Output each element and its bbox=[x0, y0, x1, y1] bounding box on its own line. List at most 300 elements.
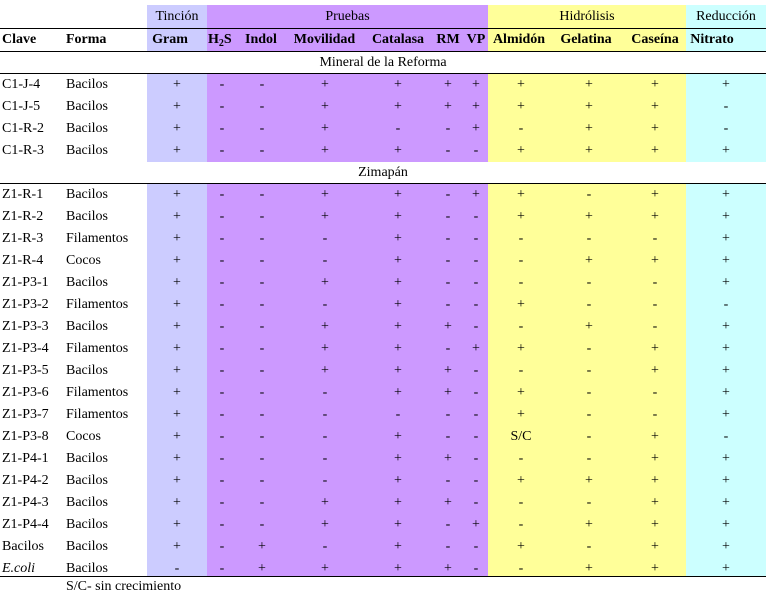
row-value: - bbox=[219, 187, 225, 202]
row-value: - bbox=[259, 121, 265, 136]
row-value: - bbox=[322, 473, 328, 488]
row-value: - bbox=[586, 539, 592, 554]
row-value: + bbox=[444, 495, 452, 510]
row-value: - bbox=[445, 143, 451, 158]
row-value: - bbox=[259, 495, 265, 510]
row-value: + bbox=[651, 517, 659, 532]
row-value: + bbox=[651, 143, 659, 158]
row-value: + bbox=[651, 187, 659, 202]
row-clave: C1-J-4 bbox=[2, 77, 41, 92]
row-clave: C1-R-2 bbox=[2, 121, 44, 136]
row-value: + bbox=[517, 297, 525, 312]
row-value: - bbox=[473, 231, 479, 246]
row-value: + bbox=[722, 231, 730, 246]
row-clave: Z1-R-2 bbox=[2, 209, 44, 224]
row-value: + bbox=[585, 99, 593, 114]
row-clave: Z1-P3-1 bbox=[2, 275, 49, 290]
row-value: + bbox=[321, 561, 329, 576]
row-value: - bbox=[473, 429, 479, 444]
row-value: - bbox=[445, 429, 451, 444]
row-value: - bbox=[445, 473, 451, 488]
row-value: - bbox=[518, 517, 524, 532]
row-value: + bbox=[722, 407, 730, 422]
row-forma: Cocos bbox=[66, 429, 101, 444]
group-header-reduccion: Reducción bbox=[696, 9, 756, 24]
row-value: + bbox=[394, 561, 402, 576]
row-forma: Bacilos bbox=[66, 187, 108, 202]
row-forma: Bacilos bbox=[66, 99, 108, 114]
row-clave: Z1-P3-2 bbox=[2, 297, 49, 312]
row-value: + bbox=[173, 187, 181, 202]
row-value: - bbox=[259, 385, 265, 400]
row-value: - bbox=[219, 539, 225, 554]
row-value: + bbox=[321, 209, 329, 224]
row-value: + bbox=[394, 297, 402, 312]
row-value: - bbox=[586, 495, 592, 510]
row-value: - bbox=[518, 363, 524, 378]
row-value: + bbox=[472, 121, 480, 136]
row-value: - bbox=[259, 297, 265, 312]
row-value: + bbox=[651, 77, 659, 92]
header-catalasa: Catalasa bbox=[371, 32, 425, 47]
row-value: - bbox=[473, 363, 479, 378]
row-forma: Bacilos bbox=[66, 363, 108, 378]
row-value: - bbox=[652, 319, 658, 334]
row-forma: Bacilos bbox=[66, 143, 108, 158]
row-value: + bbox=[472, 77, 480, 92]
header-clave: Clave bbox=[2, 32, 37, 47]
row-value: + bbox=[585, 143, 593, 158]
row-value: - bbox=[259, 77, 265, 92]
row-forma: Bacilos bbox=[66, 319, 108, 334]
row-value: + bbox=[722, 187, 730, 202]
row-value: - bbox=[259, 209, 265, 224]
row-value: + bbox=[585, 473, 593, 488]
header-gram: Gram bbox=[152, 32, 188, 47]
row-value: + bbox=[258, 561, 266, 576]
row-clave: Z1-P4-4 bbox=[2, 517, 49, 532]
row-value: + bbox=[321, 275, 329, 290]
row-value: - bbox=[322, 539, 328, 554]
section-title: Zimapán bbox=[358, 165, 408, 180]
group-header-hidrolisis: Hidrólisis bbox=[559, 9, 615, 24]
row-value: + bbox=[722, 319, 730, 334]
header-rm: RM bbox=[436, 32, 460, 47]
row-value: + bbox=[173, 231, 181, 246]
row-value: - bbox=[445, 407, 451, 422]
row-value: + bbox=[394, 539, 402, 554]
row-value: - bbox=[395, 121, 401, 136]
row-forma: Filamentos bbox=[66, 297, 129, 312]
row-value: + bbox=[517, 143, 525, 158]
row-value: - bbox=[473, 297, 479, 312]
row-value: - bbox=[473, 495, 479, 510]
row-value: - bbox=[259, 187, 265, 202]
row-clave: Z1-P4-2 bbox=[2, 473, 49, 488]
row-value: + bbox=[651, 209, 659, 224]
row-value: - bbox=[445, 275, 451, 290]
row-value: + bbox=[651, 363, 659, 378]
row-value: - bbox=[219, 363, 225, 378]
row-clave: Z1-R-3 bbox=[2, 231, 44, 246]
row-value: + bbox=[394, 253, 402, 268]
row-value: - bbox=[723, 99, 729, 114]
row-value: - bbox=[473, 143, 479, 158]
header-h2s bbox=[208, 29, 238, 51]
row-value: + bbox=[517, 407, 525, 422]
row-value: + bbox=[321, 319, 329, 334]
row-value: + bbox=[651, 341, 659, 356]
row-value: + bbox=[651, 473, 659, 488]
row-value: + bbox=[394, 517, 402, 532]
row-value: + bbox=[517, 341, 525, 356]
row-value: + bbox=[173, 363, 181, 378]
row-value: + bbox=[472, 341, 480, 356]
row-value: - bbox=[259, 253, 265, 268]
row-value: + bbox=[394, 209, 402, 224]
row-value: + bbox=[444, 77, 452, 92]
row-value: - bbox=[174, 561, 180, 576]
row-forma: Bacilos bbox=[66, 539, 108, 554]
row-value: - bbox=[445, 517, 451, 532]
row-value: - bbox=[473, 473, 479, 488]
row-value: + bbox=[394, 473, 402, 488]
row-value: - bbox=[518, 121, 524, 136]
row-value: - bbox=[473, 319, 479, 334]
row-value: + bbox=[394, 451, 402, 466]
row-value: - bbox=[586, 231, 592, 246]
row-value: - bbox=[445, 253, 451, 268]
row-value: - bbox=[219, 561, 225, 576]
row-value: + bbox=[472, 517, 480, 532]
group-header-tincion: Tinción bbox=[155, 9, 199, 24]
row-value: + bbox=[321, 363, 329, 378]
row-value: + bbox=[258, 539, 266, 554]
row-value: + bbox=[722, 77, 730, 92]
row-value: - bbox=[219, 297, 225, 312]
row-value: + bbox=[394, 275, 402, 290]
row-value: + bbox=[651, 561, 659, 576]
row-clave: Z1-P3-5 bbox=[2, 363, 49, 378]
row-value: - bbox=[219, 341, 225, 356]
row-value: - bbox=[473, 451, 479, 466]
row-value: + bbox=[173, 121, 181, 136]
row-value: + bbox=[517, 187, 525, 202]
row-value: S/C bbox=[510, 429, 532, 444]
row-value: - bbox=[219, 209, 225, 224]
row-value: + bbox=[173, 209, 181, 224]
row-forma: Bacilos bbox=[66, 495, 108, 510]
row-value: + bbox=[444, 363, 452, 378]
row-clave: Z1-P4-1 bbox=[2, 451, 49, 466]
row-value: + bbox=[173, 297, 181, 312]
row-value: - bbox=[518, 561, 524, 576]
row-value: - bbox=[219, 473, 225, 488]
row-value: + bbox=[321, 341, 329, 356]
row-forma: Bacilos bbox=[66, 275, 108, 290]
row-clave: Z1-P4-3 bbox=[2, 495, 49, 510]
row-value: + bbox=[444, 561, 452, 576]
row-value: - bbox=[518, 451, 524, 466]
row-value: - bbox=[259, 429, 265, 444]
row-value: - bbox=[445, 209, 451, 224]
row-value: + bbox=[394, 143, 402, 158]
row-value: + bbox=[173, 517, 181, 532]
row-value: + bbox=[321, 517, 329, 532]
row-value: + bbox=[722, 517, 730, 532]
row-value: + bbox=[444, 385, 452, 400]
row-value: - bbox=[652, 385, 658, 400]
row-forma: Filamentos bbox=[66, 385, 129, 400]
row-value: + bbox=[722, 253, 730, 268]
row-value: + bbox=[517, 473, 525, 488]
row-clave: C1-J-5 bbox=[2, 99, 41, 114]
row-value: + bbox=[722, 143, 730, 158]
header-h2s-h: H bbox=[208, 32, 219, 47]
row-value: - bbox=[259, 275, 265, 290]
row-forma: Bacilos bbox=[66, 121, 108, 136]
row-value: - bbox=[219, 517, 225, 532]
row-value: + bbox=[321, 143, 329, 158]
row-value: + bbox=[173, 143, 181, 158]
row-value: + bbox=[173, 275, 181, 290]
row-value: - bbox=[473, 209, 479, 224]
row-value: + bbox=[651, 539, 659, 554]
row-value: - bbox=[219, 99, 225, 114]
row-value: + bbox=[173, 407, 181, 422]
row-value: + bbox=[517, 77, 525, 92]
row-clave: Z1-R-1 bbox=[2, 187, 44, 202]
row-value: - bbox=[586, 451, 592, 466]
row-value: - bbox=[586, 429, 592, 444]
row-value: - bbox=[322, 297, 328, 312]
header-caseina: Caseína bbox=[631, 32, 679, 47]
header-nitrato: Nitrato bbox=[690, 32, 734, 47]
row-value: + bbox=[394, 341, 402, 356]
row-value: - bbox=[445, 539, 451, 554]
row-value: + bbox=[585, 517, 593, 532]
row-value: + bbox=[173, 495, 181, 510]
row-forma: Bacilos bbox=[66, 473, 108, 488]
row-value: + bbox=[444, 319, 452, 334]
row-value: - bbox=[322, 451, 328, 466]
row-value: - bbox=[395, 407, 401, 422]
row-value: - bbox=[219, 451, 225, 466]
row-value: + bbox=[651, 451, 659, 466]
row-value: + bbox=[651, 253, 659, 268]
header-indol: Indol bbox=[245, 32, 277, 47]
row-value: + bbox=[722, 385, 730, 400]
row-value: - bbox=[473, 539, 479, 554]
row-value: - bbox=[518, 275, 524, 290]
row-clave: Z1-P3-3 bbox=[2, 319, 49, 334]
row-forma: Bacilos bbox=[66, 77, 108, 92]
row-value: + bbox=[394, 187, 402, 202]
row-value: + bbox=[173, 473, 181, 488]
row-value: + bbox=[173, 77, 181, 92]
row-value: - bbox=[518, 319, 524, 334]
row-clave: Z1-P3-7 bbox=[2, 407, 49, 422]
row-value: + bbox=[394, 385, 402, 400]
row-forma: Bacilos bbox=[66, 517, 108, 532]
row-value: - bbox=[652, 231, 658, 246]
row-value: - bbox=[723, 121, 729, 136]
row-value: + bbox=[585, 253, 593, 268]
row-value: + bbox=[722, 451, 730, 466]
row-clave: Bacilos bbox=[2, 539, 44, 554]
row-value: - bbox=[259, 517, 265, 532]
header-h2s-s: S bbox=[223, 32, 232, 47]
row-value: + bbox=[173, 341, 181, 356]
row-value: + bbox=[722, 209, 730, 224]
row-value: + bbox=[585, 561, 593, 576]
row-forma: Bacilos bbox=[66, 209, 108, 224]
row-value: + bbox=[472, 187, 480, 202]
row-value: - bbox=[322, 385, 328, 400]
row-value: - bbox=[586, 297, 592, 312]
row-value: - bbox=[259, 341, 265, 356]
row-value: - bbox=[652, 407, 658, 422]
row-value: - bbox=[445, 121, 451, 136]
row-value: + bbox=[394, 77, 402, 92]
row-value: - bbox=[322, 231, 328, 246]
row-value: - bbox=[473, 385, 479, 400]
row-value: - bbox=[259, 143, 265, 158]
row-value: - bbox=[259, 363, 265, 378]
row-value: - bbox=[723, 429, 729, 444]
row-value: + bbox=[394, 231, 402, 246]
row-value: + bbox=[394, 319, 402, 334]
row-value: - bbox=[219, 121, 225, 136]
row-value: + bbox=[517, 209, 525, 224]
row-value: + bbox=[173, 429, 181, 444]
header-almidon: Almidón bbox=[492, 32, 546, 47]
row-value: - bbox=[322, 429, 328, 444]
row-value: + bbox=[651, 495, 659, 510]
row-clave: C1-R-3 bbox=[2, 143, 44, 158]
row-value: - bbox=[322, 407, 328, 422]
row-value: - bbox=[219, 231, 225, 246]
row-value: - bbox=[259, 231, 265, 246]
row-value: + bbox=[722, 473, 730, 488]
row-value: + bbox=[394, 363, 402, 378]
row-value: - bbox=[445, 341, 451, 356]
row-value: - bbox=[723, 297, 729, 312]
row-value: + bbox=[585, 209, 593, 224]
row-clave: Z1-P3-6 bbox=[2, 385, 49, 400]
row-value: - bbox=[219, 77, 225, 92]
row-value: + bbox=[517, 99, 525, 114]
row-value: - bbox=[586, 341, 592, 356]
row-value: + bbox=[585, 77, 593, 92]
row-value: - bbox=[219, 429, 225, 444]
row-value: - bbox=[445, 297, 451, 312]
row-value: + bbox=[444, 99, 452, 114]
row-value: + bbox=[321, 77, 329, 92]
header-h2s-sub: 2 bbox=[218, 38, 224, 49]
row-value: - bbox=[586, 363, 592, 378]
row-value: + bbox=[585, 319, 593, 334]
row-value: + bbox=[444, 451, 452, 466]
row-value: - bbox=[219, 143, 225, 158]
row-value: + bbox=[321, 121, 329, 136]
row-value: - bbox=[259, 99, 265, 114]
header-gelatina: Gelatina bbox=[560, 32, 612, 47]
row-value: + bbox=[321, 187, 329, 202]
row-forma: Cocos bbox=[66, 253, 101, 268]
row-value: + bbox=[394, 495, 402, 510]
group-header-pruebas: Pruebas bbox=[325, 9, 370, 24]
row-value: + bbox=[722, 495, 730, 510]
row-value: + bbox=[722, 275, 730, 290]
row-clave: Z1-R-4 bbox=[2, 253, 44, 268]
row-value: - bbox=[652, 275, 658, 290]
row-value: + bbox=[173, 385, 181, 400]
row-value: - bbox=[219, 407, 225, 422]
row-forma: Filamentos bbox=[66, 341, 129, 356]
row-value: - bbox=[219, 385, 225, 400]
row-value: - bbox=[259, 473, 265, 488]
row-value: + bbox=[517, 539, 525, 554]
row-value: - bbox=[518, 495, 524, 510]
row-value: - bbox=[219, 495, 225, 510]
row-value: + bbox=[173, 319, 181, 334]
row-value: - bbox=[473, 407, 479, 422]
row-clave: Z1-P3-4 bbox=[2, 341, 49, 356]
row-value: - bbox=[473, 561, 479, 576]
header-movilidad: Movilidad bbox=[293, 32, 356, 47]
row-value: - bbox=[586, 385, 592, 400]
row-value: - bbox=[518, 231, 524, 246]
section-title: Mineral de la Reforma bbox=[319, 55, 447, 70]
row-value: - bbox=[219, 253, 225, 268]
row-value: - bbox=[445, 231, 451, 246]
row-value: - bbox=[473, 275, 479, 290]
row-value: + bbox=[173, 253, 181, 268]
row-value: - bbox=[219, 319, 225, 334]
row-value: - bbox=[259, 319, 265, 334]
row-value: - bbox=[219, 275, 225, 290]
row-value: - bbox=[322, 253, 328, 268]
row-value: + bbox=[394, 429, 402, 444]
row-clave: E.coli bbox=[2, 561, 36, 576]
row-value: - bbox=[259, 407, 265, 422]
row-value: + bbox=[651, 121, 659, 136]
row-forma: Filamentos bbox=[66, 231, 129, 246]
row-value: + bbox=[321, 99, 329, 114]
row-value: + bbox=[394, 99, 402, 114]
row-forma: Filamentos bbox=[66, 407, 129, 422]
row-value: + bbox=[173, 451, 181, 466]
header-forma: Forma bbox=[66, 32, 107, 47]
row-value: + bbox=[651, 429, 659, 444]
footnote: S/C- sin crecimiento bbox=[66, 579, 182, 594]
row-value: + bbox=[722, 363, 730, 378]
row-clave: Z1-P3-8 bbox=[2, 429, 49, 444]
row-value: + bbox=[472, 99, 480, 114]
row-value: + bbox=[173, 539, 181, 554]
row-value: + bbox=[517, 385, 525, 400]
row-forma: Bacilos bbox=[66, 561, 108, 576]
row-value: - bbox=[445, 187, 451, 202]
row-value: + bbox=[722, 561, 730, 576]
row-value: + bbox=[722, 539, 730, 554]
row-value: + bbox=[651, 99, 659, 114]
row-value: + bbox=[585, 121, 593, 136]
row-value: + bbox=[321, 495, 329, 510]
row-value: - bbox=[259, 451, 265, 466]
row-value: - bbox=[586, 275, 592, 290]
